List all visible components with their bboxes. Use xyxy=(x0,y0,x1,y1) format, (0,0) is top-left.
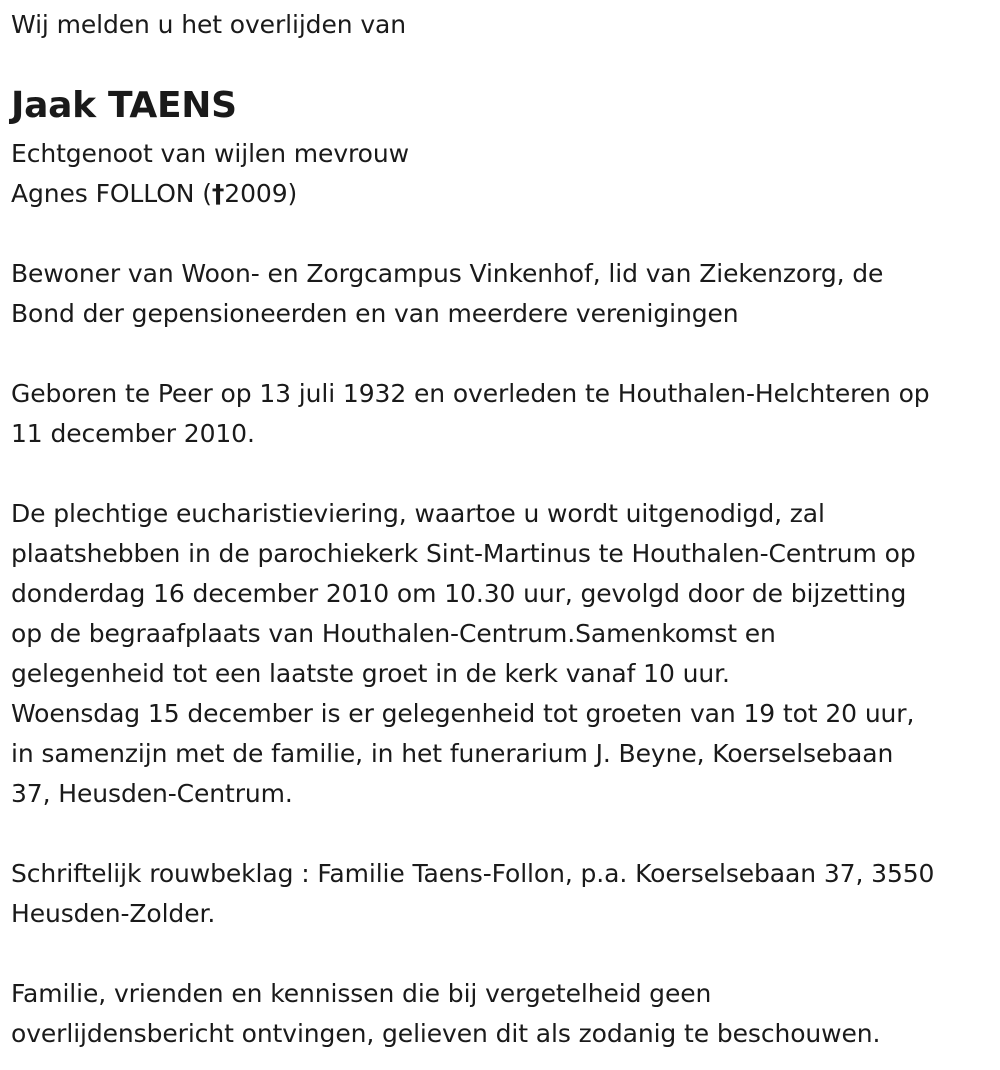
paragraph-line: Heusden-Zolder. xyxy=(11,899,216,928)
birth-death-paragraph xyxy=(11,374,930,454)
paragraph-line: De plechtige eucharistieviering, waartoe u wordt uitgenodigd, zal xyxy=(11,499,825,528)
ceremony-paragraph xyxy=(11,494,916,814)
closing-paragraph xyxy=(11,974,880,1054)
spouse-name: Agnes FOLLON ( xyxy=(11,179,212,208)
paragraph-line: Woensdag 15 december is er gelegenheid tot groeten van 19 tot 20 uur, xyxy=(11,699,915,728)
cross-icon: † xyxy=(211,179,225,208)
deceased-name: Jaak TAENS xyxy=(11,85,237,126)
intro-text: Wij melden u het overlijden van xyxy=(11,10,406,39)
paragraph-line: Geboren te Peer op 13 juli 1932 en overleden te Houthalen-Helchteren op xyxy=(11,379,930,408)
paragraph-line: 37, Heusden-Centrum. xyxy=(11,779,293,808)
paragraph-line: overlijdensbericht ontvingen, gelieven dit als zodanig te beschouwen. xyxy=(11,1019,881,1048)
paragraph-line: in samenzijn met de familie, in het funerarium J. Beyne, Koerselsebaan xyxy=(11,739,894,768)
paragraph-line: 11 december 2010. xyxy=(11,419,255,448)
spouse-block xyxy=(11,134,409,214)
spouse-death-year: 2009) xyxy=(224,179,298,208)
condolences-paragraph xyxy=(11,854,934,934)
paragraph-line: gelegenheid tot een laatste groet in de kerk vanaf 10 uur. xyxy=(11,659,730,688)
residence-paragraph xyxy=(11,254,883,334)
paragraph-line: Familie, vrienden en kennissen die bij vergetelheid geen xyxy=(11,979,712,1008)
spouse-name-line xyxy=(11,174,409,214)
paragraph-line: op de begraafplaats van Houthalen-Centrum.Samenkomst en xyxy=(11,619,776,648)
paragraph-line: donderdag 16 december 2010 om 10.30 uur, gevolgd door de bijzetting xyxy=(11,579,907,608)
paragraph-line: Bewoner van Woon- en Zorgcampus Vinkenhof, lid van Ziekenzorg, de xyxy=(11,259,884,288)
paragraph-line: plaatshebben in de parochiekerk Sint-Martinus te Houthalen-Centrum op xyxy=(11,539,916,568)
paragraph-line: Schriftelijk rouwbeklag : Familie Taens-Follon, p.a. Koerselsebaan 37, 3550 xyxy=(11,859,935,888)
paragraph-line: Bond der gepensioneerden en van meerdere verenigingen xyxy=(11,299,739,328)
spouse-line: Echtgenoot van wijlen mevrouw xyxy=(11,139,409,168)
